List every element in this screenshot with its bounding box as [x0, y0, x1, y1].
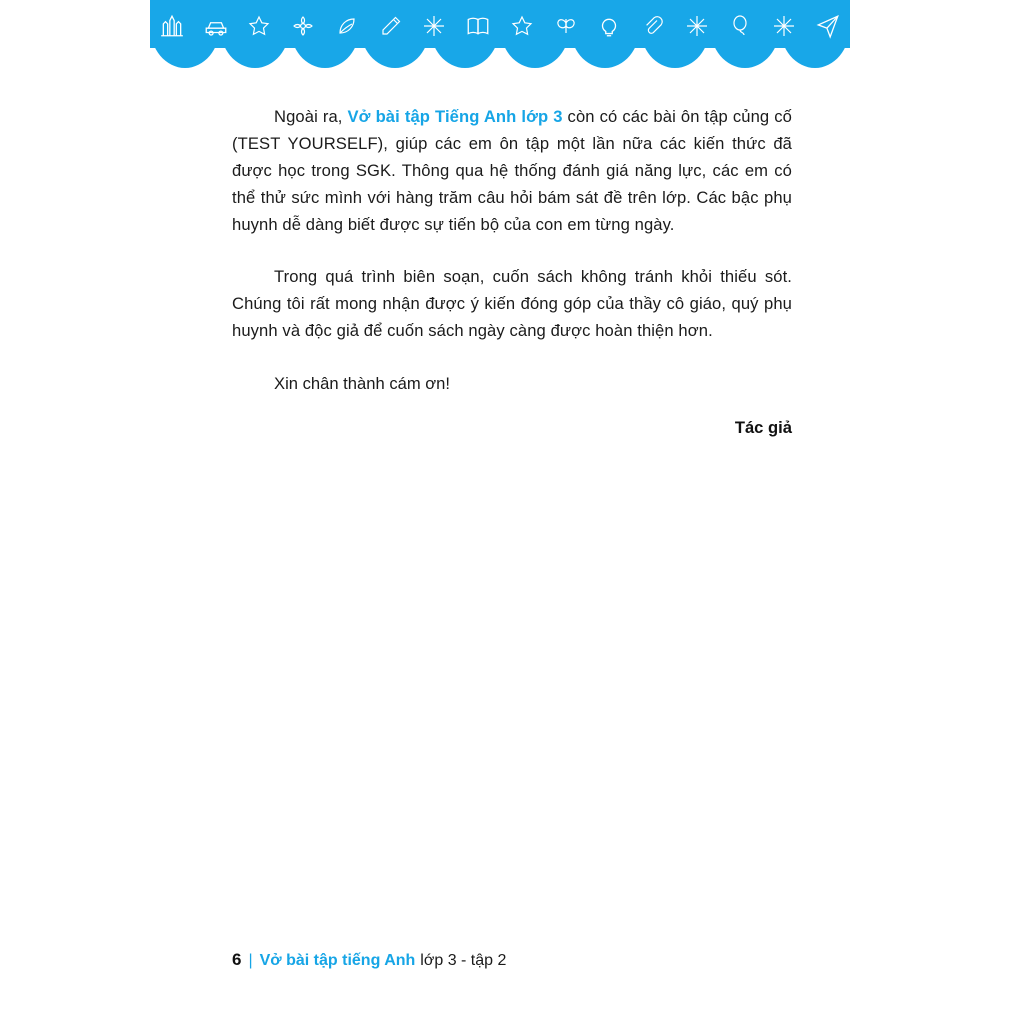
paragraph-intro-after: còn có các bài ôn tập củng cố (TEST YOURSELF), giúp các em ôn tập một lần nữa các kiến thức đã được học trong SGK. Thông qua hệ thống đánh giá năng lực, các em có thể thử sức mình với hàng trăm câu hỏi bám sát đề trên lớp. Các bậc phụ huynh dễ dàng biết được sự tiến bộ của con em từng ngày.: [232, 107, 792, 234]
snowflake-icon: [413, 4, 457, 48]
snowflake-icon: [675, 4, 719, 48]
paper-plane-icon: [806, 4, 850, 48]
footer-separator: |: [248, 952, 253, 969]
document-body: [232, 104, 792, 398]
lightbulb-icon: [588, 4, 632, 48]
paragraph-thanks: Xin chân thành cám ơn!: [274, 374, 451, 393]
book-title-highlight: Vở bài tập Tiếng Anh lớp 3: [347, 107, 563, 126]
banner-icon-row: [150, 0, 850, 52]
book-icon: [456, 4, 500, 48]
balloon-icon: [719, 4, 763, 48]
signature-author: Tác giả: [734, 418, 792, 437]
pencil-icon: [369, 4, 413, 48]
footer-book-subtitle: lớp 3 - tập 2: [420, 952, 507, 969]
page-number: 6: [232, 950, 242, 969]
star-icon: [500, 4, 544, 48]
paragraph-intro-before: Ngoài ra,: [274, 107, 348, 126]
paragraph-intro: [232, 104, 792, 238]
butterfly-icon: [544, 4, 588, 48]
star-icon: [238, 4, 282, 48]
paperclip-icon: [631, 4, 675, 48]
leaf-icon: [325, 4, 369, 48]
decorative-header-banner: [150, 0, 850, 68]
castle-icon: [150, 4, 194, 48]
footer-book-title: Vở bài tập tiếng Anh: [259, 952, 416, 969]
car-icon: [194, 4, 238, 48]
snowflake-icon: [763, 4, 807, 48]
page-footer: [232, 950, 506, 970]
paragraph-note: Trong quá trình biên soạn, cuốn sách không tránh khỏi thiếu sót. Chúng tôi rất mong nhận được ý kiến đóng góp của thầy cô giáo, quý phụ huynh và độc giả để cuốn sách ngày càng được hoàn thiện hơn.: [232, 267, 792, 341]
flower-icon: [281, 4, 325, 48]
